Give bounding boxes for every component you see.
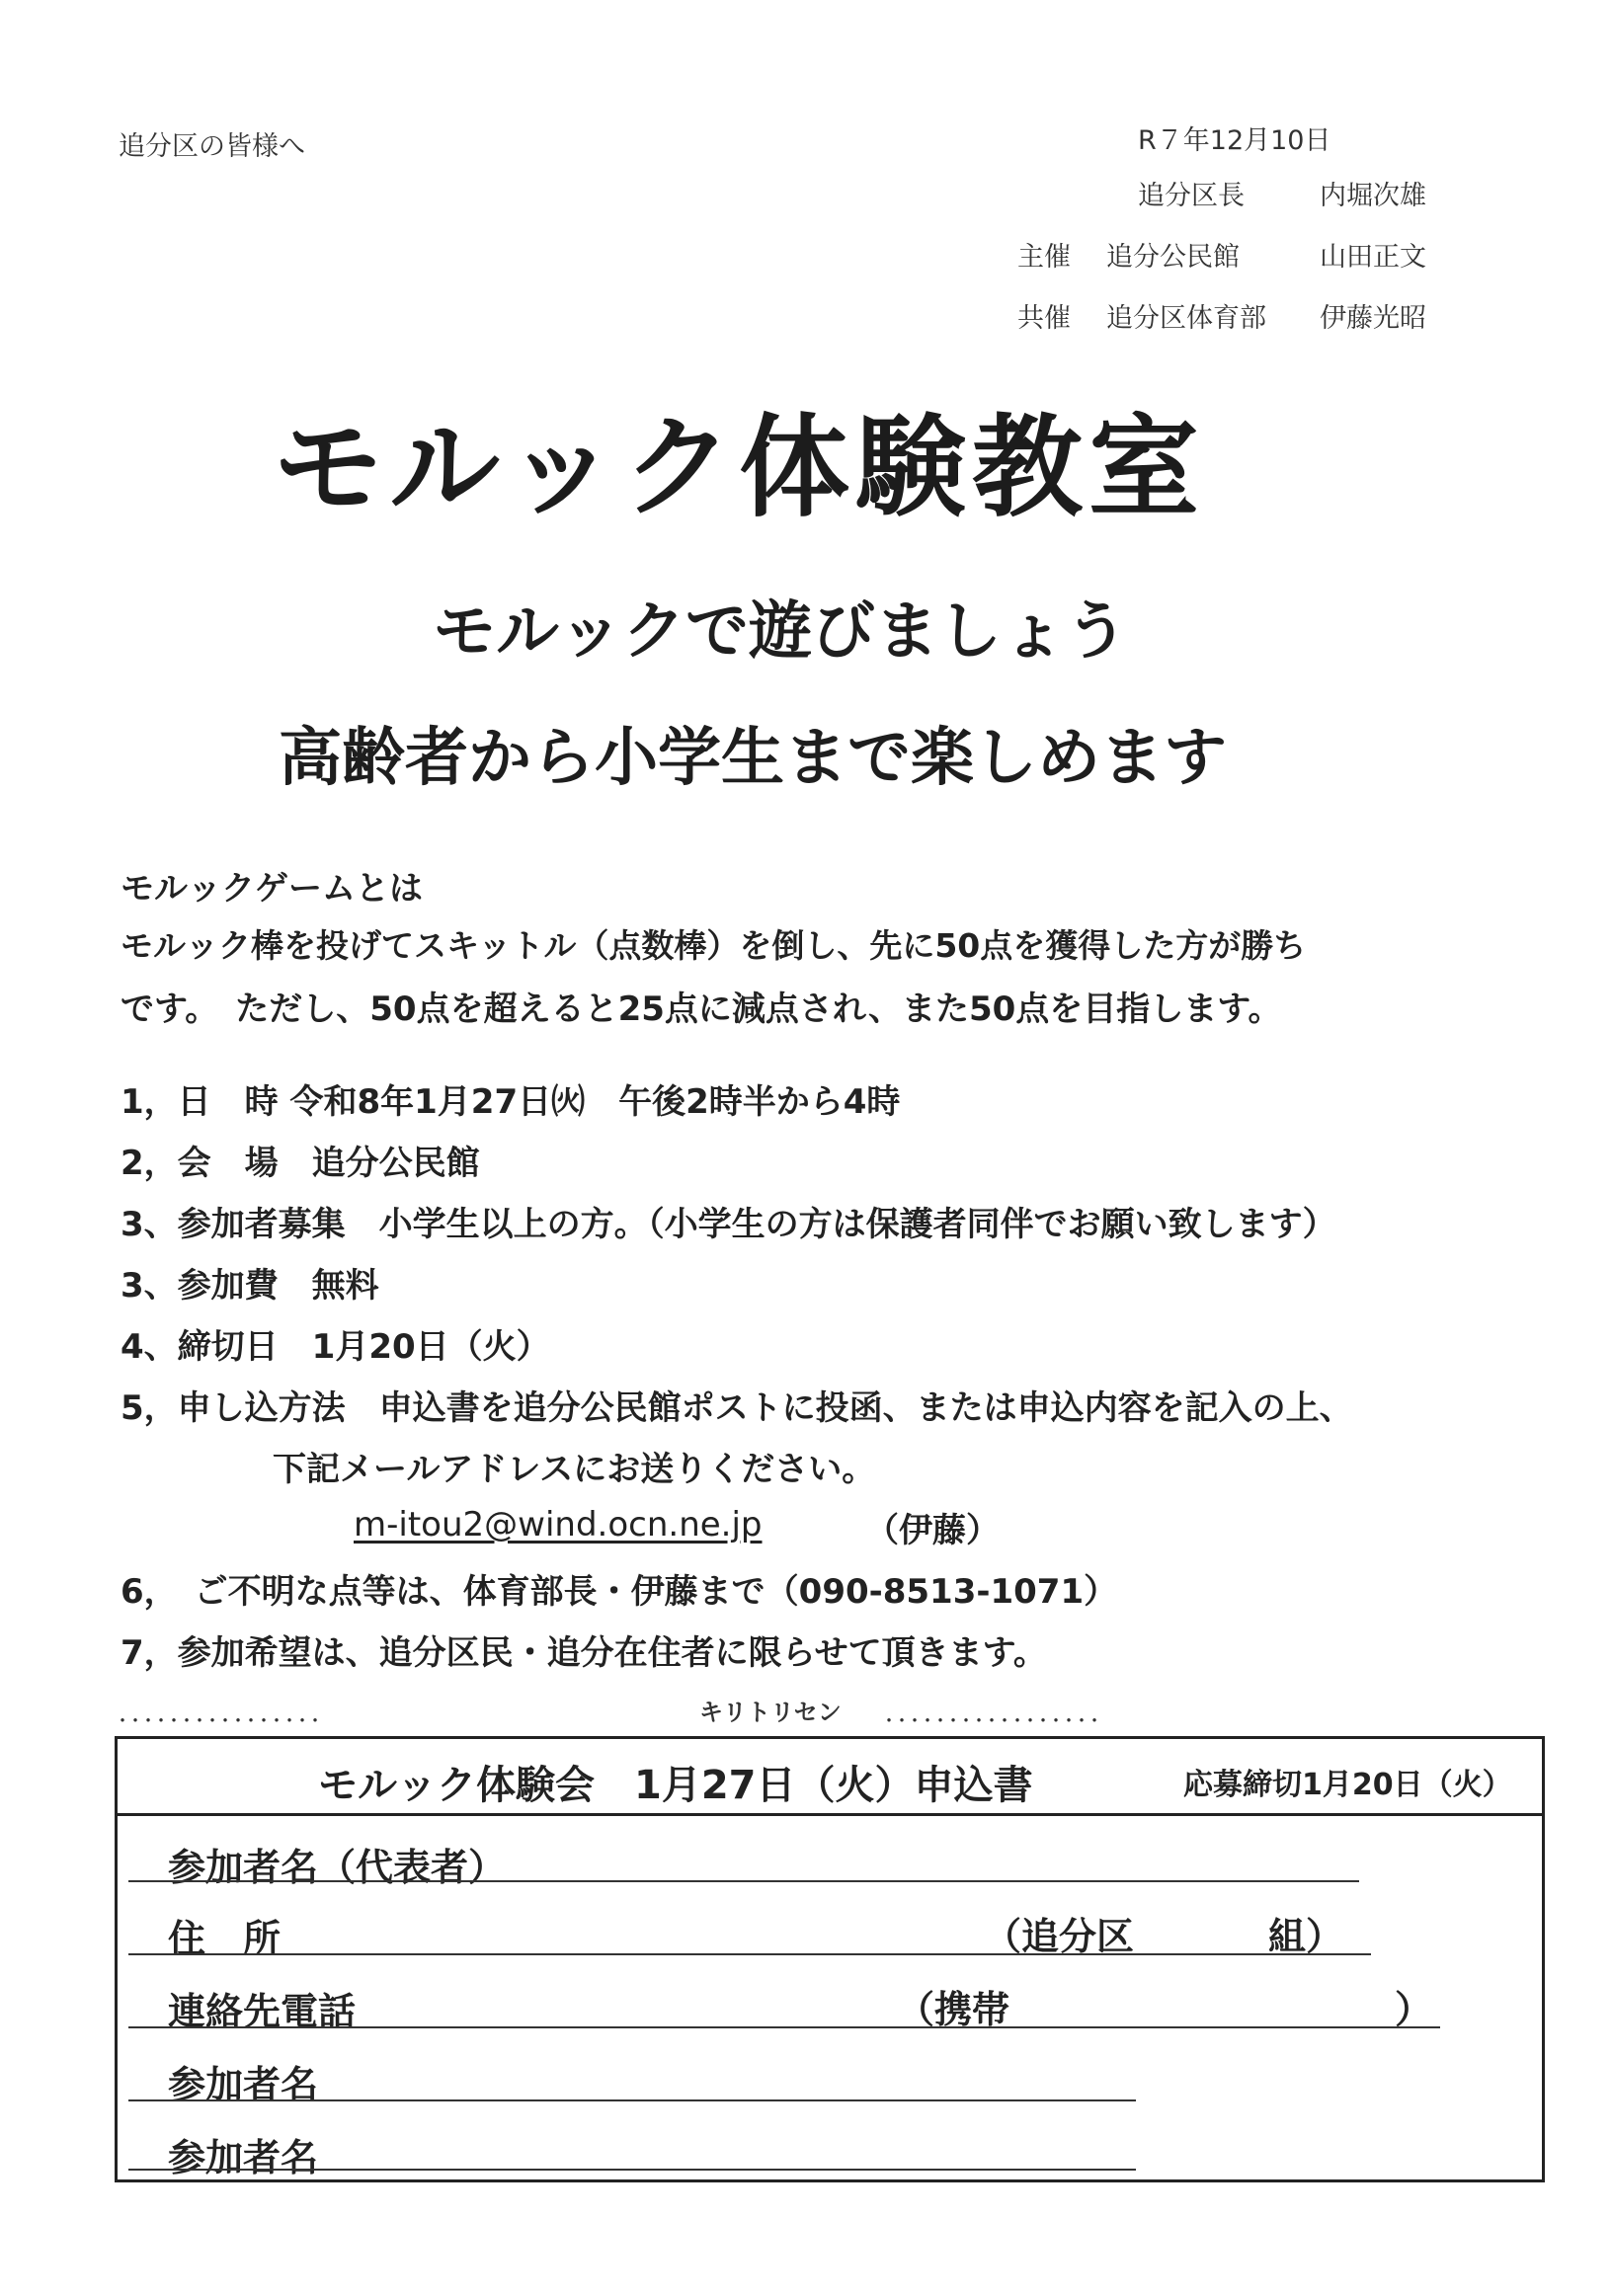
subtitle-1: モルックで遊びましょう [433, 595, 1128, 669]
form-header-divider [115, 1813, 1545, 1816]
district-head-title: 追分区長 [1138, 181, 1245, 211]
recipient: 追分区の皆様へ [119, 131, 305, 162]
field-participant-1-line[interactable] [128, 2099, 1136, 2101]
field-address-line[interactable] [128, 1953, 1371, 1955]
item-fee: 3、参加費 無料 [121, 1266, 379, 1306]
form-deadline: 応募締切1月20日（火） [1183, 1768, 1512, 1802]
field-group-label: 組） [1268, 1915, 1344, 1958]
cut-line-left: ．．．．．．．．．．．．．．．． [119, 1699, 338, 1728]
intro-heading: モルックゲームとは [121, 869, 423, 909]
subtitle-2: 高齢者から小学生まで楽しめます [279, 722, 1227, 795]
cut-line-right: ．．．．．．．．．．．．．．．．． [885, 1699, 1117, 1728]
item-eligibility-restriction: 7，参加希望は、追分区民・追分在住者に限らせて頂きます。 [121, 1633, 1047, 1673]
contact-name: （伊藤） [865, 1511, 1000, 1550]
field-mobile-open: （携帯 [897, 1988, 1010, 2031]
field-participant-1-label: 参加者名 [168, 2063, 319, 2106]
item-application-method: 5，申し込方法 申込書を追分公民館ポストに投函、または申込内容を記入の上、 [121, 1388, 1353, 1428]
organizer-org: 追分公民館 [1106, 242, 1240, 273]
cut-line-label: キリトリセン [699, 1699, 842, 1726]
organizer-role: 主催 [1017, 242, 1071, 273]
field-representative-line[interactable] [128, 1880, 1359, 1882]
cosponsor-org: 追分区体育部 [1106, 303, 1266, 334]
district-head-name: 内堀次雄 [1320, 181, 1426, 211]
item-inquiries: 6， ご不明な点等は、体育部長・伊藤まで（090-8513-1071） [121, 1572, 1118, 1612]
cosponsor-role: 共催 [1017, 303, 1071, 334]
form-title: モルック体験会 1月27日（火）申込書 [318, 1763, 1033, 1808]
intro-line-1: モルック棒を投げてスキットル（点数棒）を倒し、先に50点を獲得した方が勝ち [121, 926, 1307, 965]
issue-date: R７年12月10日 [1138, 125, 1331, 156]
item-date: 1，日 時 令和8年1月27日㈫ 午後2時半から4時 [121, 1082, 901, 1122]
field-participant-2-label: 参加者名 [168, 2136, 319, 2179]
field-address-label: 住 所 [168, 1917, 282, 1960]
field-phone-line[interactable] [128, 2026, 1440, 2028]
field-mobile-close: ） [1395, 1988, 1433, 2031]
field-district-label: （追分区 [984, 1915, 1135, 1958]
field-representative-label: 参加者名（代表者） [168, 1846, 507, 1889]
cosponsor-name: 伊藤光昭 [1320, 303, 1426, 334]
item-venue: 2，会 場 追分公民館 [121, 1144, 480, 1183]
item-eligibility: 3、参加者募集 小学生以上の方。（小学生の方は保護者同伴でお願い致します） [121, 1205, 1336, 1244]
contact-email[interactable]: m-itou2@wind.ocn.ne.jp [354, 1505, 763, 1544]
intro-line-2: です。 ただし、50点を超えると25点に減点され、また50点を目指します。 [121, 990, 1282, 1029]
item-deadline: 4、締切日 1月20日（火） [121, 1327, 550, 1367]
page-title: モルック体験教室 [273, 404, 1205, 532]
field-participant-2-line[interactable] [128, 2169, 1136, 2171]
field-phone-label: 連絡先電話 [168, 1990, 357, 2033]
organizer-name: 山田正文 [1320, 242, 1426, 273]
item-application-method-cont: 下記メールアドレスにお送りください。 [273, 1450, 876, 1489]
